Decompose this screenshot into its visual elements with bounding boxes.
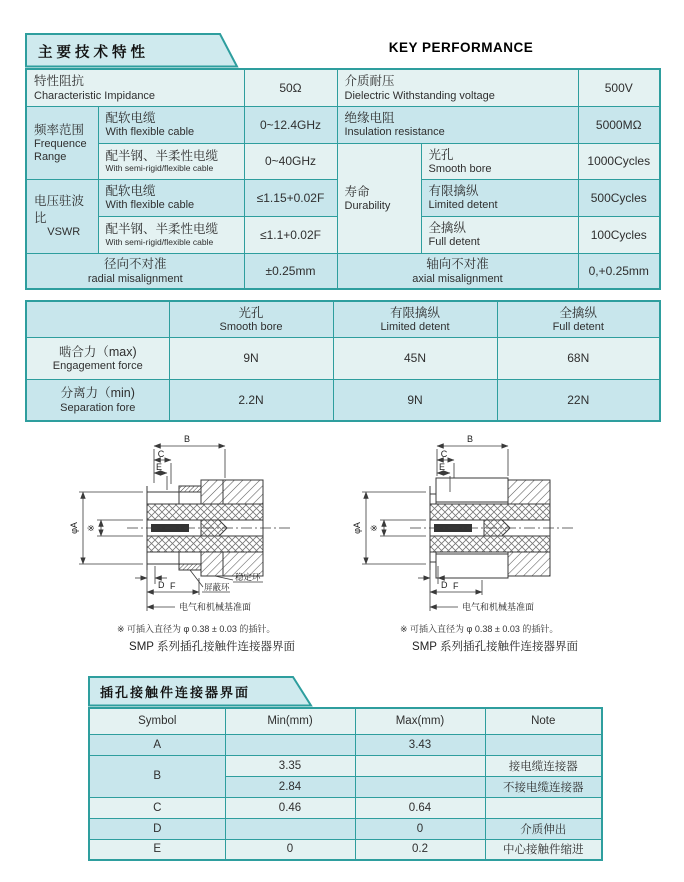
table-row xyxy=(89,839,602,860)
dim-label-e: E xyxy=(438,462,446,472)
dielectric-en: Dielectric Withstanding voltage xyxy=(344,89,495,102)
dim-label-c: C xyxy=(440,449,448,459)
col-header-min: Min(mm) xyxy=(225,708,355,734)
cell-symbol-e: E xyxy=(89,839,225,860)
cell-full-detent-label xyxy=(421,216,578,253)
interface-table xyxy=(88,707,603,861)
cell-d-max: 0 xyxy=(355,818,485,839)
cell-e-min: 0 xyxy=(225,839,355,860)
table-row xyxy=(89,755,602,776)
cell-dielectric-label xyxy=(337,69,578,106)
cell-separate-full: 22N xyxy=(497,379,660,421)
limited-detent-en: Limited detent xyxy=(428,199,498,212)
cell-freq-flex-value: 0~12.4GHz xyxy=(244,106,337,143)
cell-a-note xyxy=(485,734,602,755)
cell-impedance-label xyxy=(26,69,244,106)
dielectric-section xyxy=(430,504,550,520)
cell-engage-full: 68N xyxy=(497,337,660,379)
h-limited-en: Limited detent xyxy=(380,321,450,334)
cell-header-smooth-bore xyxy=(169,301,333,337)
cell-freq-semi-label xyxy=(98,143,244,179)
engage-cn: 啮合力（max) xyxy=(58,344,137,359)
cell-radial-label xyxy=(26,253,244,289)
cell-vswr xyxy=(26,179,98,253)
freq-flex-en: With flexible cable xyxy=(105,126,195,139)
limited-detent-cn: 有限擒纵 xyxy=(428,184,479,199)
cell-symbol-c: C xyxy=(89,797,225,818)
dielectric-cn: 介质耐压 xyxy=(344,74,395,89)
cell-e-max: 0.2 xyxy=(355,839,485,860)
cell-header-limited-detent xyxy=(333,301,497,337)
table-row xyxy=(26,253,660,289)
dim-label-e: E xyxy=(155,462,163,472)
radial-en: radial misalignment xyxy=(87,272,183,285)
dim-label-f: F xyxy=(453,581,459,591)
cell-engage-smooth: 9N xyxy=(169,337,333,379)
shield-ring-knurl xyxy=(179,486,201,492)
cell-c-max: 0.64 xyxy=(355,797,485,818)
dim-label-star: ※ xyxy=(86,524,96,532)
cell-freq-semi-value: 0~40GHz xyxy=(244,143,337,179)
cell-engage-limited: 45N xyxy=(333,337,497,379)
cell-symbol-b: B xyxy=(89,755,225,797)
smooth-bore-cn: 光孔 xyxy=(428,147,454,162)
vswr-en: VSWR xyxy=(47,225,81,238)
stable-ring-callout: 稳定环 xyxy=(235,572,261,582)
table-row xyxy=(26,106,660,143)
cell-force-corner xyxy=(26,301,169,337)
cell-header-full-detent xyxy=(497,301,660,337)
cell-vswr-semi-value: ≤1.1+0.02F xyxy=(244,216,337,253)
table-row xyxy=(89,734,602,755)
table-row xyxy=(26,379,660,421)
h-smooth-cn: 光孔 xyxy=(238,305,264,320)
dim-label-star: ※ xyxy=(369,524,379,532)
insulation-cn: 绝缘电阻 xyxy=(344,111,395,126)
col-header-max: Max(mm) xyxy=(355,708,485,734)
shield-ring-callout: 屏蔽环 xyxy=(204,582,230,592)
impedance-en: Characteristic Impidance xyxy=(34,89,156,102)
cell-durability xyxy=(337,143,421,253)
diagram-note: ※ 可插入直径为 φ 0.38 ± 0.03 的插针。 xyxy=(400,624,559,634)
reference-plane-callout: 电气和机械基准面 xyxy=(462,602,535,612)
cell-vswr-flex-value: ≤1.15+0.02F xyxy=(244,179,337,216)
h-full-cn: 全擒纵 xyxy=(559,305,597,320)
table-row xyxy=(26,301,660,337)
freq-flex-cn: 配软电缆 xyxy=(105,111,156,126)
cell-b-max-1 xyxy=(355,755,485,776)
freq-cn: 频率范围 xyxy=(34,122,85,137)
interface-table-tab xyxy=(88,676,318,707)
vswr-semi-cn: 配半钢、半柔性电缆 xyxy=(105,222,219,237)
cell-c-note xyxy=(485,797,602,818)
vswr-flex-en: With flexible cable xyxy=(105,199,195,212)
cell-full-detent-value: 100Cycles xyxy=(578,216,660,253)
cell-a-max: 3.43 xyxy=(355,734,485,755)
smooth-bore-en: Smooth bore xyxy=(428,162,492,175)
dim-label-a: φA xyxy=(352,522,362,534)
cell-insulation-label xyxy=(337,106,578,143)
connector-diagram-right xyxy=(340,428,630,663)
cell-e-note: 中心接触件缩进 xyxy=(485,839,602,860)
impedance-cn: 特性阻抗 xyxy=(34,74,85,89)
cell-b-min-1: 3.35 xyxy=(225,755,355,776)
engage-en: Engagement force xyxy=(52,359,143,372)
separate-cn: 分离力（min) xyxy=(60,386,135,401)
cell-freq-flex-label xyxy=(98,106,244,143)
dielectric-section xyxy=(147,504,263,520)
coupling-nut xyxy=(436,478,508,502)
section1-title-tab xyxy=(25,33,239,68)
cell-d-note: 介质伸出 xyxy=(485,818,602,839)
cell-symbol-a: A xyxy=(89,734,225,755)
h-smooth-en: Smooth bore xyxy=(219,321,283,334)
cell-impedance-value: 50Ω xyxy=(244,69,337,106)
reference-plane-callout: 电气和机械基准面 xyxy=(179,602,252,612)
force-table xyxy=(25,300,661,422)
durability-en: Durability xyxy=(344,199,391,212)
dim-label-d: D xyxy=(158,580,165,590)
section1-title: 主要技术特性 xyxy=(38,45,149,61)
stable-ring-section xyxy=(201,480,223,504)
axial-en: axial misalignment xyxy=(412,272,503,285)
col-header-note: Note xyxy=(485,708,602,734)
h-limited-cn: 有限擒纵 xyxy=(389,305,440,320)
cell-separation-label xyxy=(26,379,169,421)
table-row xyxy=(26,69,660,106)
cell-b-note-1: 接电缆连接器 xyxy=(485,755,602,776)
cell-frequency-range xyxy=(26,106,98,179)
cell-insulation-value: 5000MΩ xyxy=(578,106,660,143)
diagram-caption: SMP 系列插孔接触件连接器界面 xyxy=(129,641,295,653)
table-row xyxy=(89,797,602,818)
table-row xyxy=(26,143,660,179)
cell-vswr-flex-label xyxy=(98,179,244,216)
radial-cn: 径向不对准 xyxy=(103,257,167,272)
dim-label-a: φA xyxy=(69,522,79,534)
section1-title-en: KEY PERFORMANCE xyxy=(388,40,534,55)
table-row xyxy=(89,818,602,839)
cell-b-min-2: 2.84 xyxy=(225,776,355,797)
cell-smooth-bore-value: 1000Cycles xyxy=(578,143,660,179)
dim-label-b: B xyxy=(183,434,191,444)
cell-radial-value: ±0.25mm xyxy=(244,253,337,289)
dim-label-d: D xyxy=(441,580,448,590)
cell-limited-detent-value: 500Cycles xyxy=(578,179,660,216)
durability-cn: 寿命 xyxy=(344,184,370,199)
cell-vswr-semi-label xyxy=(98,216,244,253)
separate-en: Separation fore xyxy=(60,401,136,414)
vswr-semi-en: With semi-rigid/flexible cable xyxy=(105,236,214,247)
cell-axial-value: 0,+0.25mm xyxy=(578,253,660,289)
vswr-flex-cn: 配软电缆 xyxy=(105,184,156,199)
cell-b-max-2 xyxy=(355,776,485,797)
dim-label-f: F xyxy=(170,581,176,591)
freq-semi-en: With semi-rigid/flexible cable xyxy=(105,163,214,174)
cell-smooth-bore-label xyxy=(421,143,578,179)
diagram-caption: SMP 系列插孔接触件连接器界面 xyxy=(412,641,578,653)
diagram-note: ※ 可插入直径为 φ 0.38 ± 0.03 的插针。 xyxy=(117,624,276,634)
cell-separate-limited: 9N xyxy=(333,379,497,421)
cell-c-min: 0.46 xyxy=(225,797,355,818)
cell-symbol-d: D xyxy=(89,818,225,839)
dim-label-c: C xyxy=(157,449,165,459)
dim-label-b: B xyxy=(466,434,474,444)
cell-d-min xyxy=(225,818,355,839)
axial-cn: 轴向不对准 xyxy=(426,257,489,272)
connector-diagram-left xyxy=(57,428,347,663)
cell-dielectric-value: 500V xyxy=(578,69,660,106)
insulation-en: Insulation resistance xyxy=(344,126,445,139)
cell-limited-detent-label xyxy=(421,179,578,216)
cell-a-min xyxy=(225,734,355,755)
freq-en: Frequence Range xyxy=(34,137,87,163)
full-detent-cn: 全擒纵 xyxy=(428,221,467,236)
key-performance-table xyxy=(25,68,661,290)
cell-engagement-label xyxy=(26,337,169,379)
table-row xyxy=(26,337,660,379)
cell-separate-smooth: 2.2N xyxy=(169,379,333,421)
cell-axial-label xyxy=(337,253,578,289)
freq-semi-cn: 配半钢、半柔性电缆 xyxy=(105,148,219,163)
full-detent-en: Full detent xyxy=(428,236,480,249)
interface-table-title: 插孔接触件连接器界面 xyxy=(100,685,251,700)
cell-b-note-2: 不接电缆连接器 xyxy=(485,776,602,797)
col-header-symbol: Symbol xyxy=(89,708,225,734)
vswr-cn: 电压驻波比 xyxy=(34,194,85,225)
table-header-row xyxy=(89,708,602,734)
h-full-en: Full detent xyxy=(552,321,604,334)
